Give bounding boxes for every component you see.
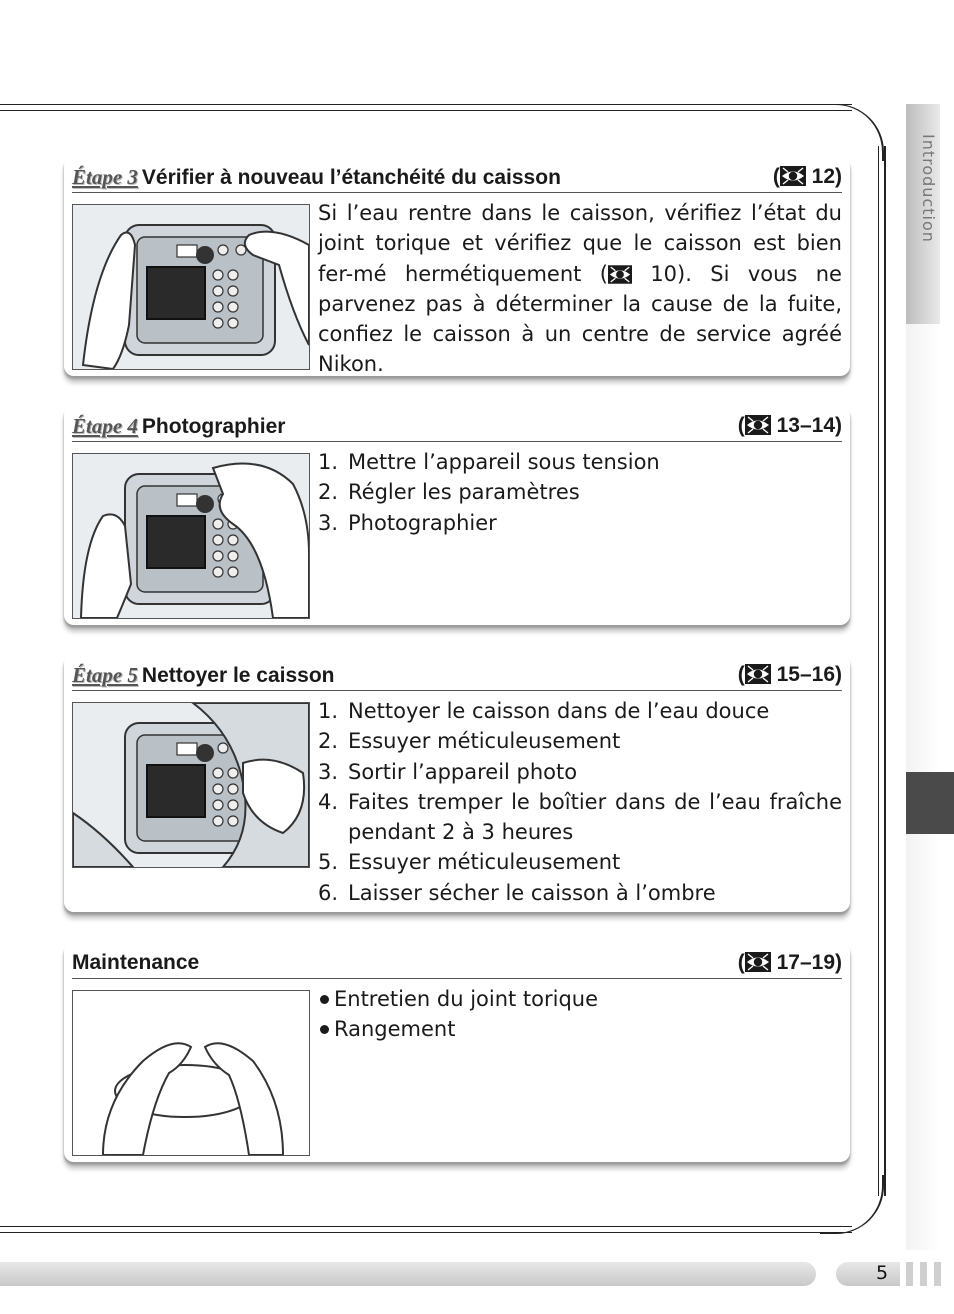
step-5-list [318,696,842,908]
list-item: 1. Mettre l’appareil sous tension [318,450,660,474]
page-reference: ( 13–14) [737,414,842,437]
list-item: 3. Sortir l’appareil photo [318,759,578,784]
list-item: 5. Essuyer méticuleusement [318,850,621,875]
hands-o-ring-illustration [72,990,310,1156]
hands-holding-housing-illustration [72,453,310,619]
frame-top-border [0,104,852,111]
list-item: 2. Essuyer méticuleusement [318,729,621,754]
list-item: 2. Régler les paramètres [318,480,580,505]
hands-checking-housing-illustration [72,204,310,370]
step-title: Nettoyer le caisson [141,664,335,687]
list-item: Rangement [318,1014,842,1044]
page-number: 5 [876,1262,889,1284]
list-item: 3. Photographier [318,510,497,535]
page-reference: ( 12) [772,165,842,188]
page-reference: ( 15–16) [737,663,842,686]
maintenance-panel [64,942,850,1162]
list-item: 1. Nettoyer le caisson dans de l’eau douce [318,699,770,723]
maintenance-list [318,984,842,1045]
eye-reference-icon [608,265,632,284]
step-5-header [72,660,842,691]
page-number-pill [836,1262,900,1286]
list-item: 6. Laisser sécher le caisson à l’ombre [318,880,716,905]
step-badge: Étape 4 [72,414,138,438]
step-4-header [72,411,842,442]
list-item: Entretien du joint torique [318,984,842,1014]
step-title: Photographier [141,415,286,438]
step-badge: Étape 5 [72,663,138,687]
section-title: Maintenance [72,951,200,974]
step-title: Vérifier à nouveau l’étanchéité du caisson [141,166,561,189]
wiping-housing-cloth-illustration [72,702,310,868]
frame-bottom-border [0,1226,852,1233]
page-reference: ( 17–19) [737,951,842,974]
step-5-panel [64,654,850,912]
step-4-panel [64,405,850,625]
eye-reference-icon [745,415,771,435]
list-item: 4. Faites tremper le boîtier dans de l’eau fraîche pendant 2 à 3 heures [318,789,842,845]
eye-reference-icon [745,952,771,972]
step-3-header [72,162,842,193]
frame-top-corner [820,104,884,161]
eye-reference-icon [745,664,771,684]
step-4-list [318,447,842,538]
step-badge: Étape 3 [72,165,138,189]
eye-reference-icon [780,166,806,186]
maintenance-header [72,948,842,979]
side-tab-label: Introduction [919,134,938,243]
step-3-description: Si l’eau rentre dans le caisson, vérifiez l’état du joint torique et vérifiez que le caisson est bien fer-mé hermétiquement ( 10). Si vous ne parvenez pas à déterminer la cause de la fuite, confiez le caisson à un centre de service agréé Nikon. [318,201,842,377]
frame-right-border [878,146,886,1196]
footer-bar [0,1262,816,1286]
step-3-panel [64,156,850,376]
section-marker [906,772,954,834]
